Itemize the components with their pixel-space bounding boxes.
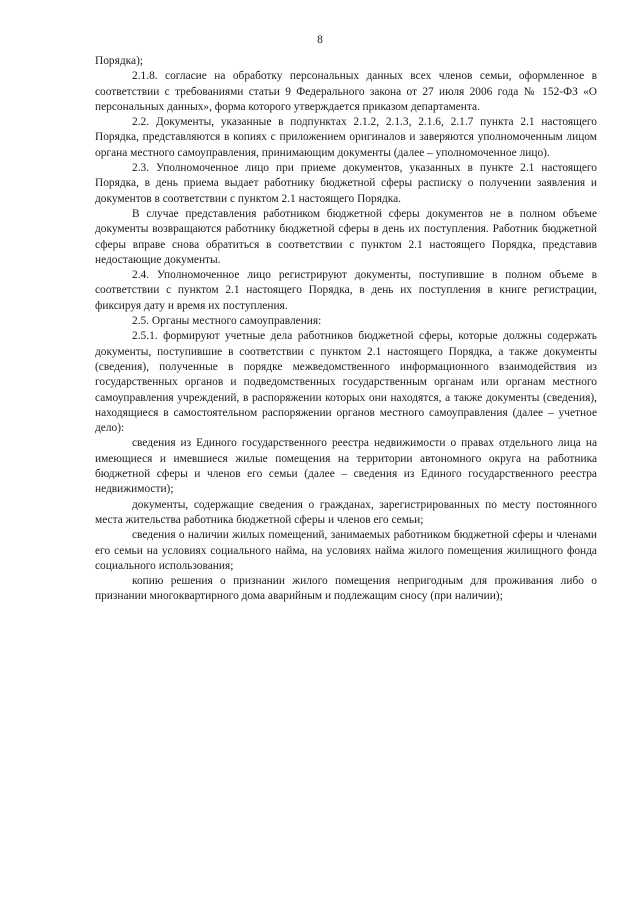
paragraph-egrn-info: сведения из Единого государственного реестра недвижимости о правах отдельного лица на имеющиеся и имевшиеся жилые помещения на территории автономного округа на работника бюджетной сферы и членов его семьи (далее – сведения из Единого государственного реестра недвижимости); [95, 437, 597, 496]
paragraph-2-1-8: 2.1.8. согласие на обработку персональных данных всех членов семьи, оформленное в соответствии с требованиями статьи 9 Федерального закона от 27 июля 2006 года № 152-ФЗ «О персональных данных», форма которого утверждается приказом департамента. [95, 70, 597, 113]
paragraph-2-3: 2.3. Уполномоченное лицо при приеме документов, указанных в пункте 2.1 настоящего Порядка, в день приема выдает работнику бюджетной сферы расписку о получении заявления и документов в соответствии с пунктом 2.1 настоящего Порядка. [95, 162, 597, 205]
paragraph-housing-info: сведения о наличии жилых помещений, занимаемых работником бюджетной сферы и членами его семьи на условиях социального найма, на условиях найма жилого помещения жилищного фонда социального использования; [95, 529, 597, 572]
document-body [95, 54, 597, 605]
paragraph-2-2: 2.2. Документы, указанные в подпунктах 2.1.2, 2.1.3, 2.1.6, 2.1.7 пункта 2.1 настоящего Порядка, представляются в копиях с приложением оригиналов и заверяются уполномоченным лицом органа местного самоуправления, принимающим документы (далее – уполномоченное лицо). [95, 116, 597, 159]
page-number: 8 [317, 34, 323, 46]
paragraph-registration-info: документы, содержащие сведения о гражданах, зарегистрированных по месту постоянного места жительства работника бюджетной сферы и членов его семьи; [95, 498, 597, 526]
paragraph-incomplete-documents: В случае представления работником бюджетной сферы документов не в полном объеме документы возвращаются работнику бюджетной сферы в день их поступления. Работник бюджетной сферы вправе снова обратиться в соответствии с пунктом 2.1 настоящего Порядка, представив недостающие документы. [95, 207, 597, 266]
paragraph-unfit-housing-decision: копию решения о признании жилого помещения непригодным для проживания либо о признании многоквартирного дома аварийным и подлежащим сносу (при наличии); [95, 575, 597, 603]
paragraph-continuation: Порядка); [95, 55, 144, 67]
paragraph-2-5: 2.5. Органы местного самоуправления: [132, 315, 322, 328]
paragraph-2-5-1: 2.5.1. формируют учетные дела работников бюджетной сферы, которые должны содержать документы, поступившие в соответствии с пунктом 2.1 настоящего Порядка, а также документы (сведения), полученные в порядке межведомственного информационного взаимодействия из государственных органов и подведомственных государственным органам или органам местного самоуправления учреждений, в распоряжении которых они находятся, а также документы (сведения), находящиеся в самостоятельном распоряжении органов местного самоуправления (далее – учетное дело): [95, 330, 597, 435]
paragraph-2-4: 2.4. Уполномоченное лицо регистрируют документы, поступившие в полном объеме в соответствии с пунктом 2.1 настоящего Порядка, в день их поступления в книге регистрации, фиксируя дату и время их поступления. [95, 269, 597, 312]
